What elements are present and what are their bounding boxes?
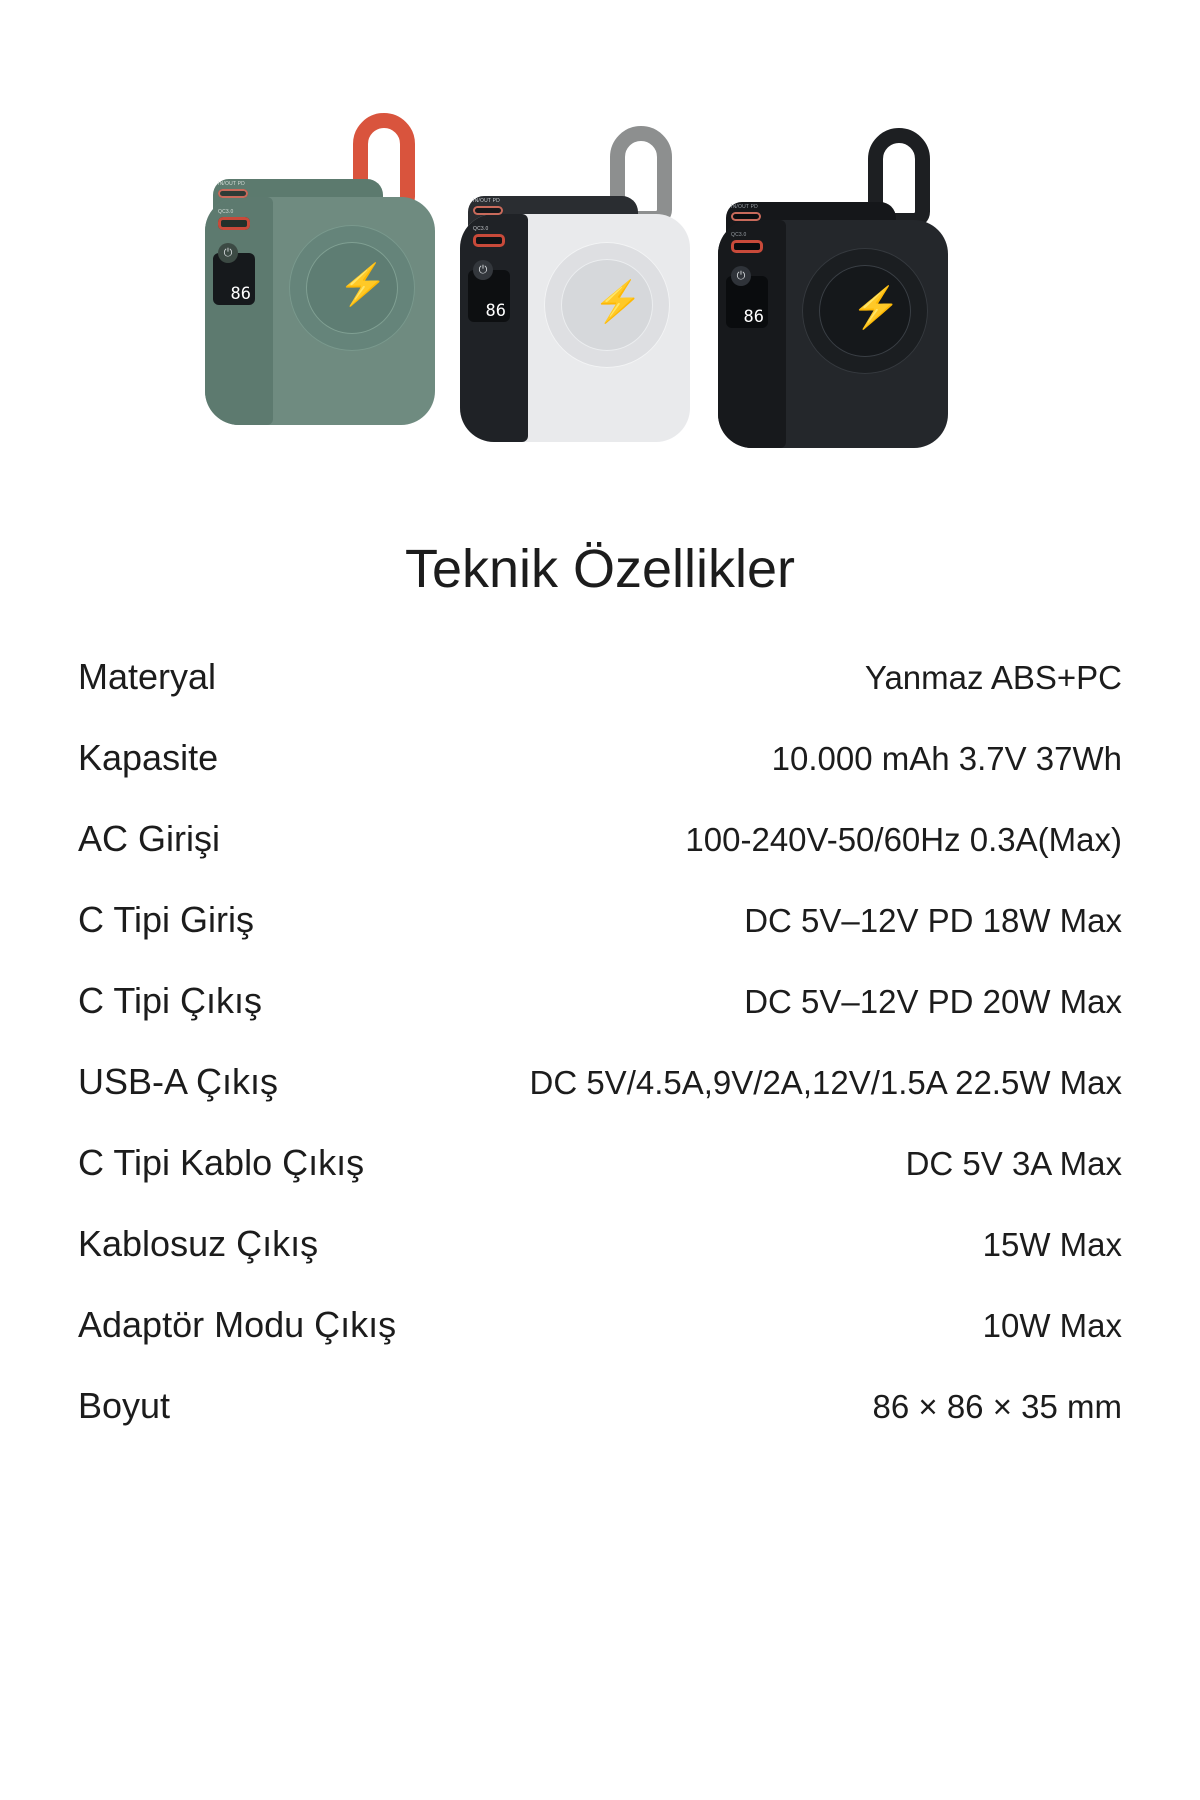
spec-value: DC 5V–12V PD 18W Max bbox=[744, 902, 1122, 939]
device-side-panel-black bbox=[718, 220, 786, 448]
table-row bbox=[78, 1304, 1122, 1385]
page-title: Teknik Özellikler bbox=[404, 539, 796, 599]
port-label-qc-green: QC3.0 bbox=[218, 209, 234, 215]
spec-label: Adaptör Modu Çıkış bbox=[78, 1304, 397, 1345]
power-button-green[interactable]: ⏻ bbox=[218, 243, 238, 263]
table-row bbox=[78, 980, 1122, 1061]
spec-label: Kapasite bbox=[78, 737, 219, 778]
usb-a-port-black bbox=[731, 240, 763, 253]
spec-value: 100-240V-50/60Hz 0.3A(Max) bbox=[685, 821, 1122, 858]
usb-a-port-green bbox=[218, 217, 250, 230]
usb-c-port-black bbox=[731, 212, 761, 221]
spec-value: DC 5V–12V PD 20W Max bbox=[744, 983, 1122, 1020]
battery-percent-white: 86 bbox=[485, 301, 506, 321]
port-label-pd-white: IN/OUT PD bbox=[473, 198, 500, 204]
table-row bbox=[78, 1385, 1122, 1466]
usb-c-port-green bbox=[218, 189, 248, 198]
product-hero-image bbox=[0, 0, 1200, 520]
product-image-green bbox=[205, 125, 435, 425]
port-label-pd-green: IN/OUT PD bbox=[218, 181, 245, 187]
table-row bbox=[78, 899, 1122, 980]
table-row bbox=[78, 737, 1122, 818]
product-image-black bbox=[718, 148, 948, 448]
spec-label: Materyal bbox=[78, 656, 217, 697]
charging-bolt-icon-green: ⚡ bbox=[338, 263, 388, 307]
device-side-panel-green bbox=[205, 197, 273, 425]
spec-value: 86 × 86 × 35 mm bbox=[872, 1388, 1122, 1425]
table-row bbox=[78, 656, 1122, 737]
charging-bolt-icon-black: ⚡ bbox=[851, 286, 901, 330]
spec-value: 15W Max bbox=[982, 1226, 1122, 1263]
port-label-qc-white: QC3.0 bbox=[473, 226, 489, 232]
spec-label: Boyut bbox=[78, 1385, 171, 1426]
table-row bbox=[78, 1223, 1122, 1304]
port-label-pd-black: IN/OUT PD bbox=[731, 204, 758, 210]
device-side-panel-white bbox=[460, 214, 528, 442]
table-row bbox=[78, 1061, 1122, 1142]
spec-label: C Tipi Giriş bbox=[78, 899, 255, 940]
spec-value: DC 5V 3A Max bbox=[905, 1145, 1122, 1182]
battery-percent-black: 86 bbox=[743, 307, 764, 327]
spec-label: C Tipi Çıkış bbox=[78, 980, 263, 1021]
spec-value: 10W Max bbox=[982, 1307, 1122, 1344]
spec-label: Kablosuz Çıkış bbox=[78, 1223, 319, 1264]
product-image-white bbox=[460, 142, 690, 442]
table-row bbox=[78, 818, 1122, 899]
spec-label: C Tipi Kablo Çıkış bbox=[78, 1142, 365, 1183]
spec-value: Yanmaz ABS+PC bbox=[864, 659, 1122, 696]
table-row bbox=[78, 1142, 1122, 1223]
spec-value: DC 5V/4.5A,9V/2A,12V/1.5A 22.5W Max bbox=[529, 1064, 1122, 1101]
port-label-qc-black: QC3.0 bbox=[731, 232, 747, 238]
battery-percent-green: 86 bbox=[230, 284, 251, 304]
usb-a-port-white bbox=[473, 234, 505, 247]
spec-label: AC Girişi bbox=[78, 818, 220, 859]
spec-value: 10.000 mAh 3.7V 37Wh bbox=[771, 740, 1122, 777]
spec-label: USB-A Çıkış bbox=[78, 1061, 279, 1102]
power-button-white[interactable]: ⏻ bbox=[473, 260, 493, 280]
power-button-black[interactable]: ⏻ bbox=[731, 266, 751, 286]
charging-bolt-icon-white: ⚡ bbox=[593, 280, 643, 324]
usb-c-port-white bbox=[473, 206, 503, 215]
spec-table bbox=[78, 656, 1122, 1466]
